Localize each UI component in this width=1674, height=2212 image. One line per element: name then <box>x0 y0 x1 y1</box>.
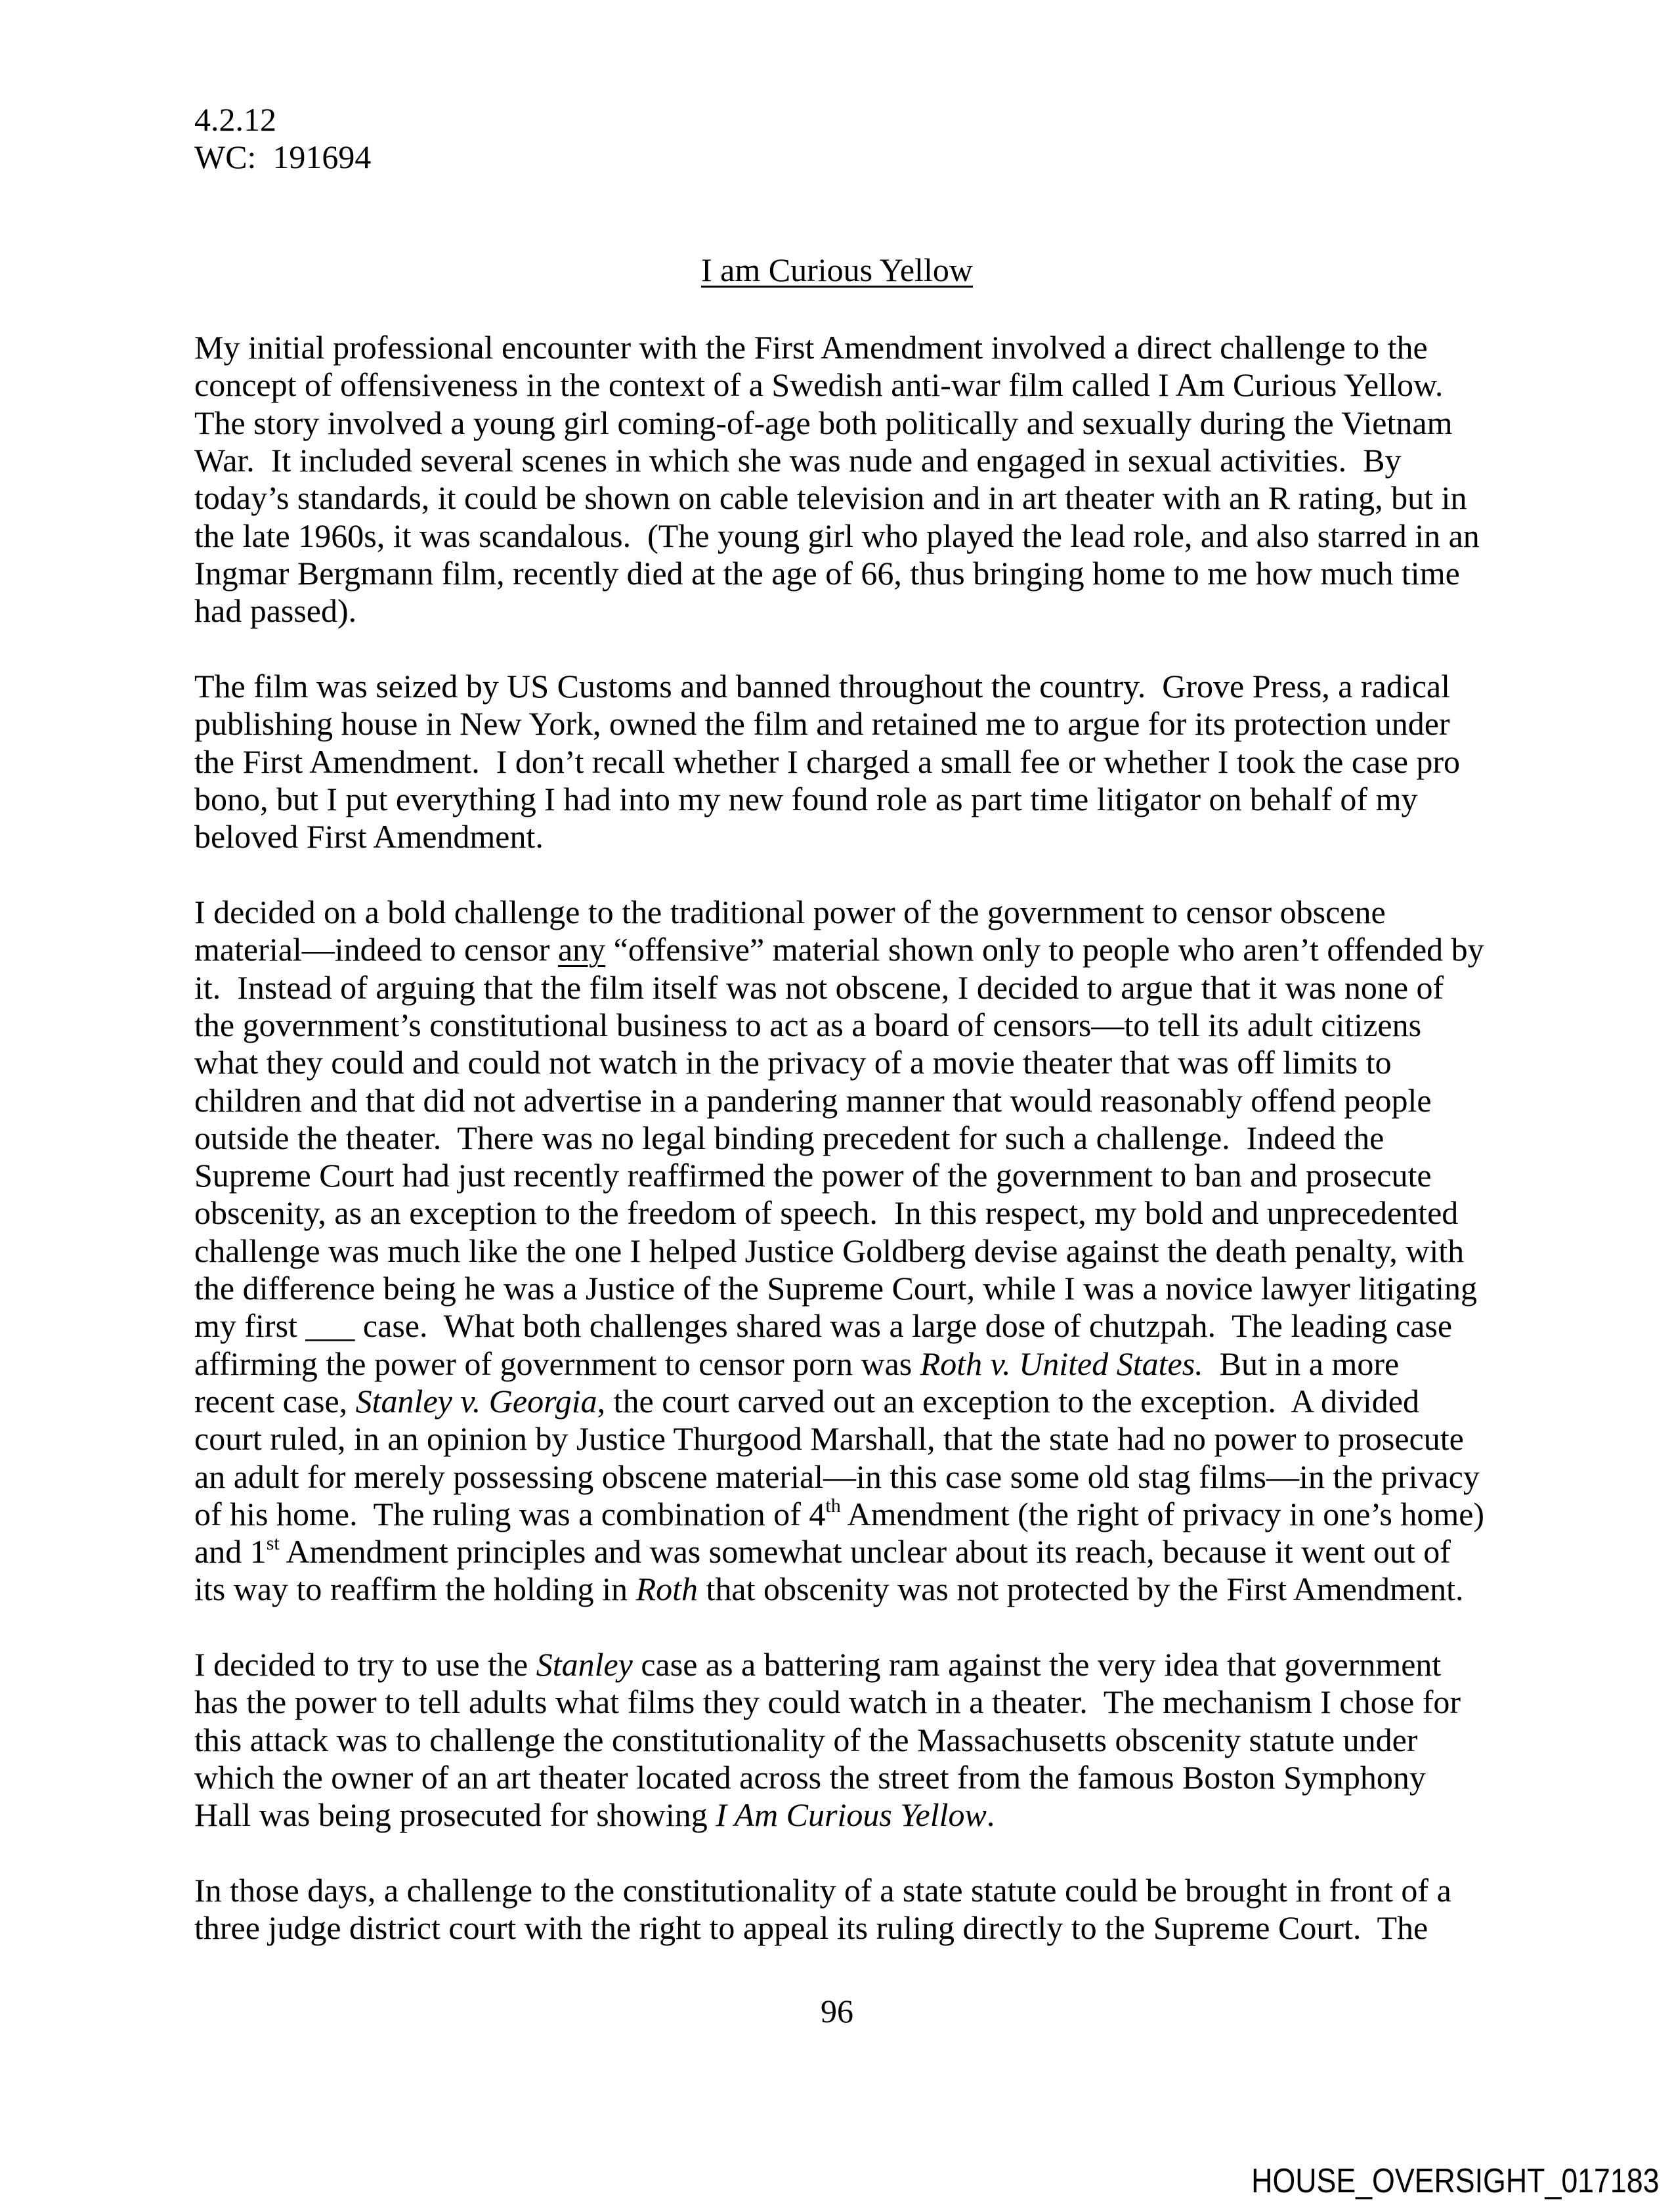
paragraph-1-line: The story involved a young girl coming-of-age both politically and sexually during the Vietnam <box>194 404 1453 441</box>
paragraph-1-line: My initial professional encounter with the First Amendment involved a direct challenge to the <box>194 329 1428 366</box>
paragraph-3-line: of his home. The ruling was a combination of 4th Amendment (the right of privacy in one’s home) <box>194 1495 1485 1532</box>
paragraph-3-line: court ruled, in an opinion by Justice Thurgood Marshall, that the state had no power to prosecute <box>194 1420 1464 1457</box>
paragraph-3-line: recent case, Stanley v. Georgia, the court carved out an exception to the exception. A divided <box>194 1383 1420 1420</box>
paragraph-3-line: material—indeed to censor any “offensive” material shown only to people who aren’t offended by <box>194 931 1484 968</box>
ordinal-superscript: th <box>825 1495 841 1517</box>
paragraph-2-line: beloved First Amendment. <box>194 818 544 855</box>
paragraph-3-line: affirming the power of government to censor porn was Roth v. United States. But in a more <box>194 1345 1400 1382</box>
paragraph-3-line: the government’s constitutional business to act as a board of censors—to tell its adult citizens <box>194 1007 1422 1043</box>
paragraph-5-line: In those days, a challenge to the constitutionality of a state statute could be brought in front of a <box>194 1872 1451 1909</box>
italic-citation: Roth <box>635 1571 698 1607</box>
paragraph-1-line: War. It included several scenes in which she was nude and engaged in sexual activities. By <box>194 442 1402 479</box>
paragraph-3-line: it. Instead of arguing that the film itself was not obscene, I decided to argue that it was none of <box>194 969 1444 1006</box>
paragraph-1-line: Ingmar Bergmann film, recently died at the age of 66, thus bringing home to me how much time <box>194 555 1460 592</box>
paragraph-4-line: this attack was to challenge the constitutionality of the Massachusetts obscenity statute under <box>194 1722 1418 1758</box>
page-number: 96 <box>821 1993 853 2029</box>
italic-citation: Stanley v. Georgia <box>355 1383 597 1420</box>
paragraph-2-line: publishing house in New York, owned the film and retained me to argue for its protection under <box>194 705 1450 742</box>
paragraph-3-line: children and that did not advertise in a pandering manner that would reasonably offend people <box>194 1082 1432 1119</box>
paragraph-1-line: today’s standards, it could be shown on cable television and in art theater with an R rating, but in <box>194 479 1467 516</box>
paragraph-4-line: I decided to try to use the Stanley case as a battering ram against the very idea that government <box>194 1646 1442 1683</box>
header-date: 4.2.12 <box>194 101 276 138</box>
paragraph-2-line: The film was seized by US Customs and banned throughout the country. Grove Press, a radical <box>194 668 1451 705</box>
paragraph-2-line: the First Amendment. I don’t recall whether I charged a small fee or whether I took the case pro <box>194 743 1461 780</box>
paragraph-3-line: outside the theater. There was no legal binding precedent for such a challenge. Indeed the <box>194 1119 1384 1156</box>
italic-citation: Stanley <box>536 1646 633 1683</box>
paragraph-1-line: the late 1960s, it was scandalous. (The young girl who played the lead role, and also starred in an <box>194 517 1480 554</box>
page-title-text: I am Curious Yellow <box>701 251 973 288</box>
paragraph-3-line: and 1st Amendment principles and was somewhat unclear about its reach, because it went out of <box>194 1532 1451 1570</box>
paragraph-3-line: I decided on a bold challenge to the traditional power of the government to censor obscene <box>194 894 1386 930</box>
paragraph-4-line: has the power to tell adults what films they could watch in a theater. The mechanism I chose for <box>194 1683 1461 1720</box>
paragraph-1-line: concept of offensiveness in the context of a Swedish anti-war film called I Am Curious Yellow. <box>194 366 1444 403</box>
paragraph-2-line: bono, but I put everything I had into my new found role as part time litigator on behalf of my <box>194 781 1418 817</box>
paragraph-3-line: an adult for merely possessing obscene material—in this case some old stag films—in the privacy <box>194 1458 1480 1495</box>
italic-citation: I Am Curious Yellow <box>716 1796 987 1833</box>
paragraph-4-line: which the owner of an art theater located across the street from the famous Boston Symphony <box>194 1759 1426 1796</box>
paragraph-3-line: what they could and could not watch in the privacy of a movie theater that was off limits to <box>194 1044 1392 1081</box>
italic-citation: Roth v. United States. <box>920 1345 1203 1382</box>
paragraph-5-line: three judge district court with the right to appeal its ruling directly to the Supreme Court. The <box>194 1909 1428 1946</box>
page-title <box>0 253 1674 286</box>
header-word-count: WC: 191694 <box>194 139 372 175</box>
paragraph-3-line: my first ___ case. What both challenges shared was a large dose of chutzpah. The leading case <box>194 1307 1453 1344</box>
ordinal-superscript: st <box>266 1532 280 1554</box>
paragraph-3-line: the difference being he was a Justice of the Supreme Court, while I was a novice lawyer litigating <box>194 1270 1478 1307</box>
underlined-word: any <box>557 931 606 968</box>
paragraph-4-line: Hall was being prosecuted for showing I Am Curious Yellow. <box>194 1796 995 1833</box>
paragraph-3-line: challenge was much like the one I helped Justice Goldberg devise against the death penalty, with <box>194 1232 1465 1269</box>
paragraph-3-line: Supreme Court had just recently reaffirmed the power of the government to ban and prosecute <box>194 1157 1432 1194</box>
paragraph-3-line: its way to reaffirm the holding in Roth that obscenity was not protected by the First Amendment. <box>194 1571 1464 1607</box>
bates-stamp: HOUSE_OVERSIGHT_017183 <box>1251 2162 1660 2200</box>
paragraph-1-line: had passed). <box>194 592 357 629</box>
paragraph-3-line: obscenity, as an exception to the freedom of speech. In this respect, my bold and unprecedented <box>194 1194 1459 1231</box>
